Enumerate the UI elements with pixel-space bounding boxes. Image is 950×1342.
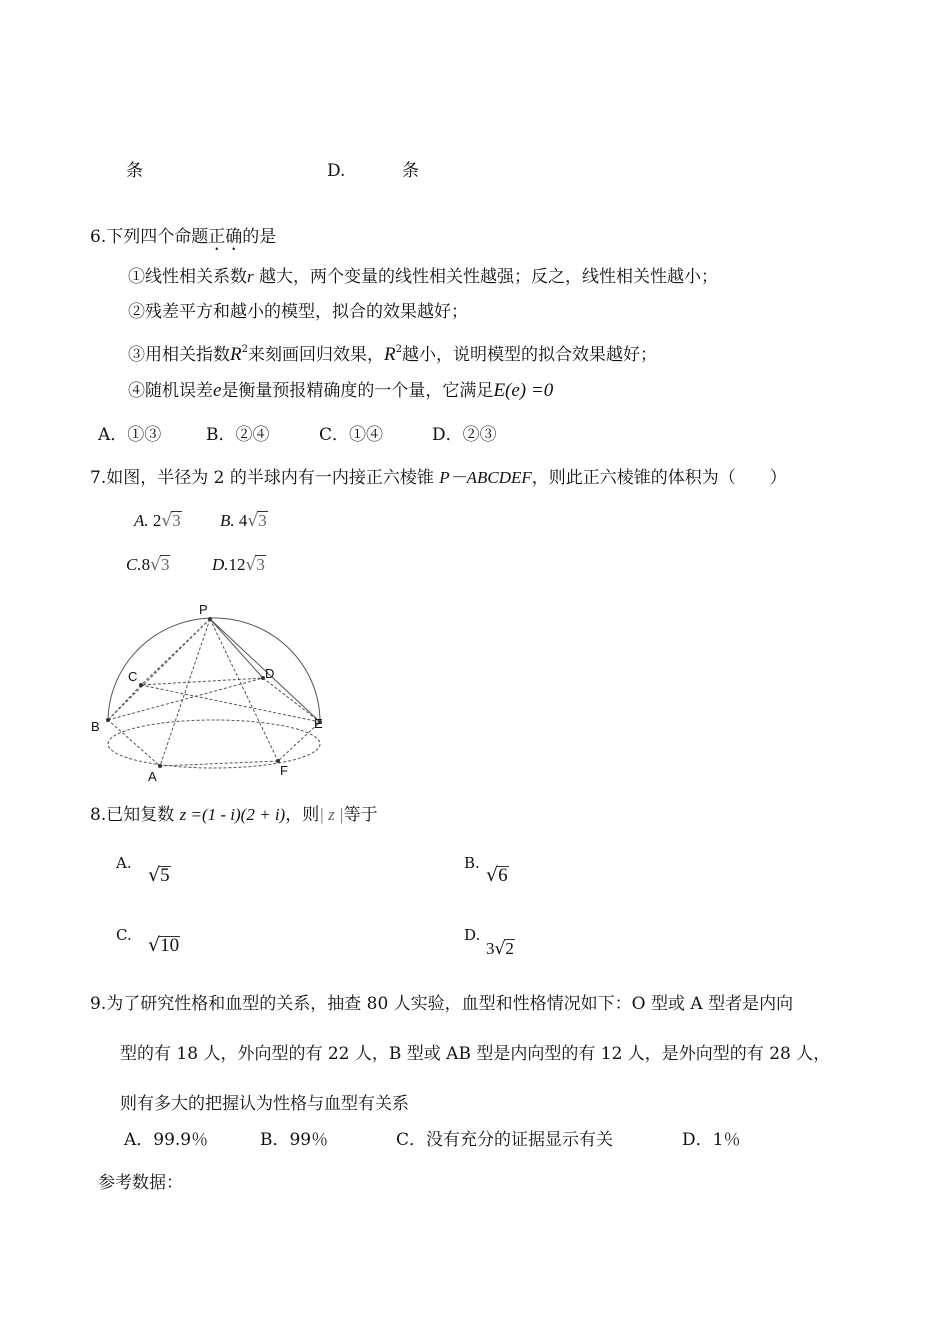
q8-option-c-label: C.: [116, 926, 132, 944]
q9-stem-line-3: 则有多大的把握认为性格与血型有关系: [120, 1094, 409, 1114]
q6-s4-pre: ④随机误差: [128, 381, 213, 401]
q7-option-d-label: D.: [212, 555, 229, 574]
label-f: F: [280, 763, 288, 778]
q9-option-d: D．1％: [682, 1130, 741, 1150]
q7-option-d-coef: 12: [228, 555, 246, 574]
q7-option-b-coef: 4: [238, 511, 248, 530]
q7-option-d: [212, 554, 266, 576]
q8-option-d-value: 2: [505, 939, 514, 958]
q8-option-d: [486, 938, 515, 960]
q6-s4-mid: 是衡量预报精确度的一个量，它满足: [221, 381, 494, 401]
q6-option-d: D．②③: [432, 425, 497, 445]
sqrt-icon: √: [161, 511, 173, 531]
sqrt-icon: √: [148, 864, 161, 886]
q6-stem: [90, 226, 276, 248]
label-e: E: [314, 716, 323, 731]
q7-option-a-label: A.: [134, 511, 149, 530]
q7-option-a-coef: 2: [152, 511, 162, 530]
q8-stem-post: 等于: [343, 805, 378, 825]
q6-option-c: C．①④: [319, 425, 384, 445]
q7-option-c: [126, 554, 170, 576]
q8-option-a-label: A.: [116, 854, 132, 872]
q8-option-b: [486, 864, 509, 887]
q7-option-c-coef: 8: [141, 555, 151, 574]
q8-option-c-value: 10: [160, 935, 180, 956]
q9-stem-line-1: 9.为了研究性格和血型的关系，抽查 80 人实验，血型和性格情况如下：O 型或 A 型者是内向: [90, 994, 794, 1014]
q6-stem-pre: 6.下列四个命题: [90, 227, 209, 247]
q6-s3-var: R: [230, 344, 242, 365]
q6-s1-var: r: [247, 267, 254, 286]
q6-s3-sup: 2: [241, 344, 248, 355]
q7-option-a: [134, 510, 182, 532]
q8-stem-mid: ，则: [285, 805, 320, 825]
q6-s3-post: 越小，说明模型的拟合效果越好；: [401, 345, 657, 365]
vertex-a: [158, 764, 162, 768]
edge-pa: [160, 619, 210, 766]
q7-option-b: [220, 510, 268, 532]
q8-option-d-label: D.: [464, 926, 481, 944]
hexagon-base: [108, 678, 320, 766]
q7-option-d-radicand: 3: [256, 555, 265, 574]
q7-option-b-label: B.: [220, 511, 235, 530]
q7-stem-pre: 7.如图，半径为 2 的半球内有一内接正六棱锥: [90, 468, 434, 488]
q7-option-b-radicand: 3: [258, 511, 267, 530]
label-p: P: [199, 602, 208, 617]
diag-bd: [108, 678, 263, 720]
q9-option-c: C．没有充分的证据显示有关: [396, 1130, 614, 1150]
label-a: A: [148, 769, 157, 784]
sqrt-icon: √: [486, 864, 499, 886]
q6-s3-pre: ③用相关指数: [128, 345, 230, 365]
q7-stem-post: ，则此正六棱锥的体积为（ ）: [531, 468, 787, 488]
q8-option-d-coef: 3: [486, 939, 495, 958]
q7-option-c-radicand: 3: [160, 555, 170, 574]
vertex-c: [139, 683, 143, 687]
q9-reference-data-label: 参考数据：: [98, 1173, 183, 1193]
q7-option-a-radicand: 3: [172, 511, 181, 530]
edge-pd: [210, 619, 263, 678]
q6-s3-mid: 来刻画回归效果，: [247, 345, 384, 365]
q6-s4-formula: E(e) =0: [493, 380, 554, 401]
q6-stem-post: 的是: [242, 227, 277, 247]
label-c: C: [128, 669, 138, 684]
vertex-b: [106, 718, 110, 722]
q8-abs: | z |: [319, 805, 344, 824]
edge-pc: [141, 619, 210, 685]
vertex-p: [208, 617, 212, 621]
q8-option-b-value: 6: [498, 865, 508, 886]
label-b: B: [91, 719, 100, 734]
q5-option-d-text: 条: [402, 161, 419, 181]
q6-statement-4: [128, 380, 553, 402]
sqrt-icon: √: [247, 511, 259, 531]
q8-option-a: [148, 864, 171, 887]
q6-stem-emphasis-1: 正: [208, 227, 226, 247]
hemisphere-pyramid-figure: [86, 598, 336, 788]
base-circle: [108, 720, 320, 768]
q8-option-b-label: B.: [464, 854, 480, 872]
q7-option-c-label: C.: [126, 555, 142, 574]
q6-statement-1: [128, 266, 718, 288]
sqrt-icon: √: [494, 939, 506, 959]
sqrt-icon: √: [150, 555, 161, 575]
q7-stem-pyramid: P－ABCDEF: [439, 468, 532, 487]
q8-option-a-value: 5: [160, 865, 170, 886]
q9-option-a: A．99.9％: [124, 1130, 209, 1150]
q5-option-c-text: 条: [126, 161, 143, 181]
q8-formula: z =(1 - i)(2 + i): [179, 805, 286, 824]
q6-s1-post: 越大，两个变量的线性相关性越强；反之，线性相关性越小；: [259, 267, 719, 287]
hemisphere-arc: [108, 618, 320, 722]
sqrt-icon: √: [245, 555, 257, 575]
label-d: D: [265, 666, 275, 681]
q6-s3-sup2: 2: [395, 344, 402, 355]
q6-statement-2: ②残差平方和越小的模型，拟合的效果越好；: [128, 302, 468, 322]
q6-s1-pre: ①线性相关系数: [128, 267, 247, 287]
q5-option-d-label: D.: [327, 161, 346, 181]
q8-stem-pre: 8.已知复数: [90, 805, 175, 825]
q7-stem: [90, 467, 787, 489]
q9-stem-line-2: 型的有 18 人，外向型的有 22 人，B 型或 AB 型是内向型的有 12 人，是外向型的有 28 人，: [120, 1044, 831, 1064]
q6-option-a: A．①③: [98, 425, 162, 445]
q6-s4-var: e: [213, 380, 222, 401]
q6-s3-var2: R: [383, 344, 396, 365]
q6-stem-emphasis-2: 确: [225, 227, 243, 247]
q6-statement-3: [128, 339, 657, 366]
sqrt-icon: √: [148, 934, 161, 956]
q8-stem: [90, 804, 378, 826]
q6-option-b: B．②④: [206, 425, 270, 445]
q8-option-c: [148, 934, 180, 957]
q9-option-b: B．99％: [260, 1130, 329, 1150]
